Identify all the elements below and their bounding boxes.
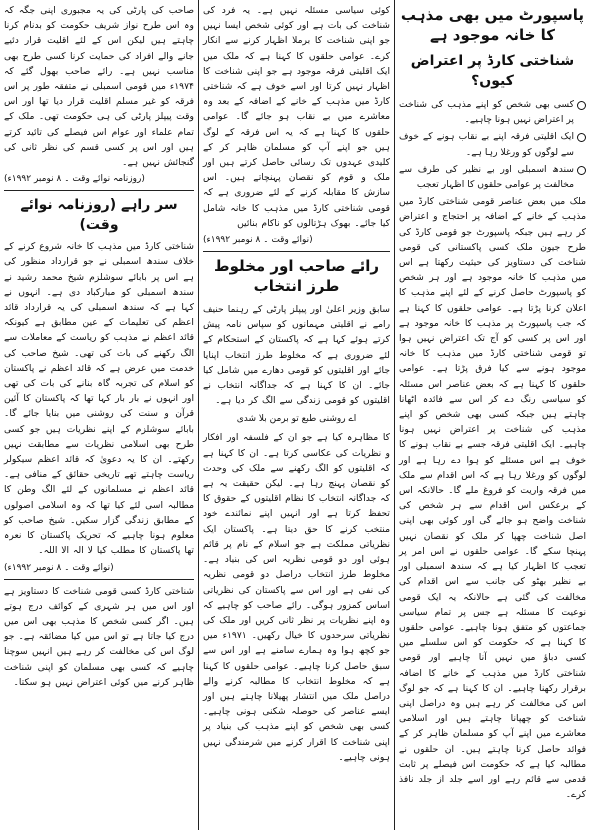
article-body-continued: کوئی سیاسی مسئلہ نہیں ہے۔ یہ فرد کی شناخت کی بات ہے اور کوئی شخص ایسا نہیں جو اپنی شناخت کا برملا اظہار کرنے سے انکار کرے۔ عوامی حلقوں کا کہنا ہے کہ ملک میں ایک اقلیتی فرقہ موجود ہے جو اپنی شناخت کا اظہار نہیں کرتا اور اسے خوف ہے کہ شناختی کارڈ میں مذہب کے خانے کے اضافہ کے بعد وہ معاشرے میں بے نقاب ہو جائے گا۔ عوامی حلقوں کا کہنا ہے کہ یہ اس فرقہ کے لوگ ہیں جو اپنے آپ کو مسلمان ظاہر کر کے کلیدی عہدوں تک رسائی حاصل کرتے ہیں اور ملک و قوم کو نقصان پہنچاتے ہیں۔ اس سازش کا مقابلہ کرنے کے لئے ضروری ہے کہ قومی شناختی کارڈ میں مذہب کا خانہ شامل کیا جائے۔ بھوک ہڑتالوں کو ناکام بنائیں — [203, 5, 390, 229]
bullet-circle-icon — [577, 133, 586, 142]
bullet-text: سندھ اسمبلی اور بے نظیر کی طرف سے مخالفت پر عوامی حلقوں کا اظہار تعجب — [399, 163, 574, 191]
article-body: شناختی کارڈ میں مذہب کا خانہ شروع کرنے کے خلاف سندھ اسمبلی نے جو قرارداد منظور کی ہے اس پر بابائے سوشلزم شیخ محمد رشید نے سندھ اسمبلی کو مبارکباد دی ہے۔ انہوں نے کہا ہے کہ سندھ اسمبلی کی یہ قرارداد قائد اعظم کی تعلیمات کے عین مطابق ہے کیونکہ قائد اعظم نے مذہب کو ریاست کے معاملات سے الگ رکھنے کی بات کی تھی۔ شیخ صاحب کی خدمت میں عرض ہے کہ قائد اعظم نے پاکستان کو اسلام کی تجربہ گاہ بنانے کی بات کی تھی اور انہوں نے بار بار کہا تھا کہ پاکستان کا آئین قرآن و سنت کی روشنی میں بنایا جائے گا۔ بابائے سوشلزم کے اپنے نظریات ہیں جو کسی طرح بھی اسلامی نظریات سے مطابقت نہیں رکھتے۔ ان کا یہ دعویٰ کہ قائد اعظم سیکولر ریاست چاہتے تھے تاریخی حقائق کے منافی ہے۔ قائد اعظم نے مسلمانوں کے لئے الگ وطن کا مطالبہ اسی لئے کیا تھا کہ وہ اسلامی اصولوں کے مطابق زندگی گزار سکیں۔ شیخ صاحب کو معلوم ہونا چاہیے کہ تحریک پاکستان کا نعرہ تھا پاکستان کا مطلب کیا لا الہ الا اللہ۔ — [4, 241, 194, 557]
section-divider — [4, 579, 194, 580]
section-title-sar-e-rah: سر راہے (روزنامہ نوائے وقت) — [20, 197, 178, 234]
article-body: کا مظاہرہ کیا ہے جو ان کے فلسفہ اور افکار و نظریات کی عکاسی کرتا ہے۔ ان کا کہنا ہے کہ اقلیتوں کو الگ رکھنے سے ملک کی وحدت کو نقصان پہنچ رہا ہے۔ لیکن حقیقت یہ ہے کہ جداگانہ انتخاب کا نظام اقلیتوں کے حقوق کا تحفظ کرتا ہے اور انہیں اپنے نمائندے خود منتخب کرنے کا حق دیتا ہے۔ پاکستان ایک نظریاتی مملکت ہے جو اسلام کے نام پر قائم ہوئی اور دو قومی نظریہ اس کی بنیاد ہے۔ مخلوط طرز انتخاب دراصل دو قومی نظریہ کی نفی ہے اور اس سے پاکستان کی نظریاتی اساس کمزور ہوگی۔ رائے صاحب کو چاہیے کہ وہ اپنے نظریات پر نظر ثانی کریں اور ملک کی نظریاتی سرحدوں کا خیال رکھیں۔ ۱۹۷۱ء میں جو کچھ ہوا وہ ہمارے سامنے ہے اور اس سے سبق حاصل کرنا چاہیے۔ عوامی حلقوں کا کہنا ہے کہ مخلوط انتخاب کا مطالبہ کرنے والے دراصل ملک میں انتشار پھیلانا چاہتے ہیں اور ایسے عناصر کی حوصلہ شکنی ہونی چاہیے۔ کسی بھی شخص کو اپنے مذہب کی بنیاد پر اپنی شناخت کا اقرار کرنے میں شرمندگی نہیں ہونی چاہیے۔ — [203, 432, 390, 763]
article-body: ملک میں بعض عناصر قومی شناختی کارڈ میں مذہب کے خانے کے اضافہ پر احتجاج و اعتراض کر رہے ہیں جبکہ پاسپورٹ جو قومی کارڈ کی طرح جیون ملک کسی پاکستانی کی قومی شناخت کی دستاویز کی حیثیت رکھتا ہے اس میں مذہب کا خانہ موجود ہے اور ہر شخص کو پاسپورٹ حاصل کرنے کے لئے اپنے مذہب کا اعلان کرنا پڑتا ہے۔ عوامی حلقوں کا کہنا ہے کہ جب پاسپورٹ پر مذہب کا خانہ موجود ہے اور اس پر کسی کو آج تک اعتراض نہیں ہوا تو قومی شناختی کارڈ میں مذہب کا خانہ موجود ہونے سے کیا فرق پڑتا ہے۔ عوامی حلقوں کا کہنا ہے کہ بعض عناصر اس مسئلہ کو سیاسی رنگ دے کر اس سے فائدہ اٹھانا چاہتے ہیں جبکہ کسی بھی شخص کو اپنے مذہب کی شناخت پر اعتراض نہیں ہونا چاہیے۔ ایک اقلیتی فرقہ جسے بے نقاب ہونے کا خوف ہے اس مسئلے کو ہوا دے رہا ہے اور لوگوں کو ورغلا رہا ہے کہ اس اقدام سے ملک میں فرقہ واریت کو فروغ ملے گا۔ حالانکہ اس کے برعکس اس اقدام سے ہر شخص کی شناخت واضح ہو جائے گی اور کوئی بھی اپنی اصل شناخت چھپا کر ملک کو نقصان نہیں پہنچا سکے گا۔ عوامی حلقوں نے اس امر پر تعجب کا اظہار کیا ہے کہ سندھ اسمبلی اور بے نظیر بھٹو کی جانب سے اس اقدام کی مخالفت کی گئی ہے حالانکہ یہ ایک قومی نوعیت کا مسئلہ ہے جس پر تمام سیاسی جماعتوں کو متفق ہونا چاہیے۔ عوامی حلقوں کا کہنا ہے کہ حکومت کو اس سلسلے میں کسی دباؤ میں نہیں آنا چاہیے اور قومی شناختی کارڈ میں مذہب کے خانے کا اضافہ برقرار رکھنا چاہیے۔ ان کا کہنا ہے کہ جو لوگ اس کی مخالفت کر رہے ہیں وہ دراصل اپنی شناخت کو چھپانا چاہتے ہیں اور اسلامی معاشرے میں اپنے آپ کو مسلمان ظاہر کر کے فوائد حاصل کرنا چاہتے ہیں۔ ان حلقوں نے مطالبہ کیا ہے کہ حکومت اس فیصلے پر ثابت قدمی سے قائم رہے اور اسے جلد از جلد نافذ کرے۔ — [399, 196, 586, 801]
source-signoff: (روزنامہ نوائے وقت ۔ ۸ نومبر ۱۹۹۲ء) — [4, 174, 145, 185]
article-body-continued: صاحب کی پارٹی کی یہ مجبوری اپنی جگہ کہ وہ اس طرح نواز شریف حکومت کو بدنام کرنا چاہتے ہیں لیکن اس کے لئے اقلیت قرار دئیے جانے والے افراد کی حمایت کرنا کسی طرح بھی مناسب نہیں ہے۔ رائے صاحب بھول گئے کہ ۱۹۷۴ء میں قومی اسمبلی نے متفقہ طور پر اس فرقہ کو غیر مسلم اقلیت قرار دیا تھا اور اس وقت پیپلز پارٹی کی ہی حکومت تھی۔ ملک کے تمام علماء اور عوام اس فیصلے کی تائید کرتے ہیں اور اس پر کسی قسم کی نظر ثانی کی گنجائش نہیں ہے۔ — [4, 5, 194, 169]
bullet-text: ایک اقلیتی فرقہ اپنے بے نقاب ہونے کے خوف سے لوگوں کو ورغلا رہا ہے۔ — [399, 131, 574, 158]
headline-rai-sahib: رائے صاحب اور مخلوط طرز انتخاب — [214, 257, 379, 296]
section-divider — [203, 251, 390, 252]
source-signoff: (نوائے وقت ۔ ۸ نومبر ۱۹۹۲ء) — [4, 562, 114, 573]
article-body: شناختی کارڈ کسی قومی شناخت کا دستاویز ہے اور اس میں ہر شہری کے کوائف درج ہوتے ہیں۔ اگر کسی شخص کا مذہب بھی اس میں درج کیا جاتا ہے تو اس میں کیا مضائقہ ہے۔ جو لوگ اس کی مخالفت کر رہے ہیں انہیں سوچنا چاہیے کہ کسی بھی مسلمان کو اپنی شناخت ظاہر کرنے میں کوئی اعتراض نہیں ہو سکتا۔ — [4, 585, 194, 688]
column-middle — [198, 0, 394, 830]
column-left — [0, 0, 198, 830]
bullet-circle-icon — [577, 166, 586, 175]
article-body: سابق وزیر اعلیٰ اور پیپلز پارٹی کے رہنما حنیف رامے نے اقلیتی مہمانوں کو سپاس نامہ پیش کرتے ہوئے کہا ہے کہ پاکستان کے استحکام کے لئے ضروری ہے کہ مخلوط طرز انتخاب اپنایا جائے اور اقلیتوں کو قومی دھارے میں شامل کیا جائے۔ ان کا کہنا ہے کہ جداگانہ انتخاب نے اقلیتوں کو قومی زندگی سے الگ کر دیا ہے۔ — [203, 304, 390, 407]
bullet-text: کسی بھی شخص کو اپنے مذہب کی شناخت پر اعتراض نہیں ہونا چاہیے۔ — [399, 99, 574, 126]
bullet-circle-icon — [577, 101, 586, 110]
section-divider — [4, 190, 194, 191]
headline-passport: پاسپورٹ میں بھی مذہب کا خانہ موجود ہے — [400, 6, 585, 44]
headline-id-card-objection: شناختی کارڈ پر اعتراض کیوں؟ — [410, 53, 575, 89]
source-signoff: (نوائے وقت ۔ ۸ نومبر ۱۹۹۲ء) — [203, 235, 313, 246]
bullet-item — [399, 129, 586, 159]
column-right — [394, 0, 590, 830]
verse-byline: اے روشنی طبع تو برمن بلا شدی — [236, 414, 357, 425]
bullet-item — [399, 162, 586, 192]
bullet-item — [399, 97, 586, 127]
